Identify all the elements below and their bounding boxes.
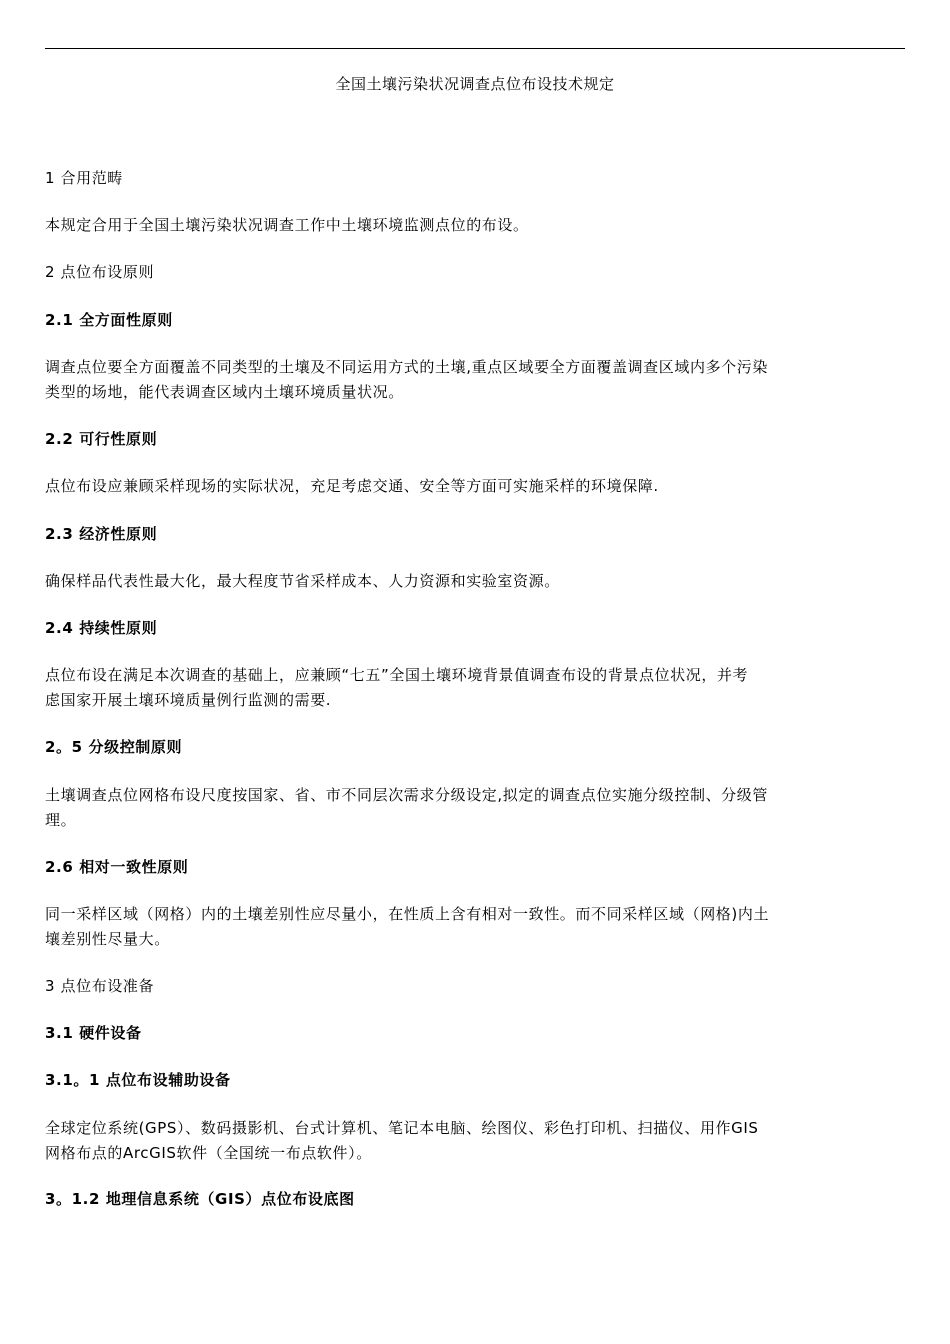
paragraph-2-3 xyxy=(45,569,905,594)
header-rule xyxy=(45,48,905,49)
paragraph-2-4 xyxy=(45,663,905,713)
paragraph-line: 本规定合用于全国土壤污染状况调查工作中土壤环境监测点位的布设。 xyxy=(45,216,529,234)
paragraph-line: 点位布设应兼顾采样现场的实际状况，充足考虑交通、安全等方面可实施采样的环境保障. xyxy=(45,477,659,495)
paragraph-line: 土壤调查点位网格布设尺度按国家、省、市不同层次需求分级设定,拟定的调查点位实施分级控制、分级管 xyxy=(45,786,768,804)
paragraph-line: 虑国家开展土壤环境质量例行监测的需要. xyxy=(45,691,332,709)
subsection-heading-2-4: 2.4 持续性原则 xyxy=(45,619,158,637)
paragraph-1 xyxy=(45,213,905,238)
subsection-heading-3-1-1: 3.1。1 点位布设辅助设备 xyxy=(45,1071,231,1089)
paragraph-line: 点位布设在满足本次调查的基础上，应兼顾“七五”全国土壤环境背景值调查布设的背景点位状况，并考 xyxy=(45,666,749,684)
paragraph-line: 同一采样区域（网格）内的土壤差别性应尽量小，在性质上含有相对一致性。而不同采样区域（网格)内土 xyxy=(45,905,770,923)
subsection-heading-2-2: 2.2 可行性原则 xyxy=(45,430,158,448)
subsection-heading-2-6: 2.6 相对一致性原则 xyxy=(45,858,189,876)
paragraph-line: 类型的场地，能代表调查区域内土壤环境质量状况。 xyxy=(45,383,404,401)
subsection-heading-3-1-2: 3。1.2 地理信息系统（GIS）点位布设底图 xyxy=(45,1190,355,1208)
document-title: 全国土壤污染状况调查点位布设技术规定 xyxy=(335,75,615,93)
paragraph-2-2 xyxy=(45,474,905,499)
paragraph-line: 确保样品代表性最大化，最大程度节省采样成本、人力资源和实验室资源。 xyxy=(45,572,560,590)
subsection-heading-2-5: 2。5 分级控制原则 xyxy=(45,738,183,756)
section-heading-3: 3 点位布设准备 xyxy=(45,977,155,995)
paragraph-line: 理。 xyxy=(45,811,77,829)
paragraph-2-5 xyxy=(45,783,905,833)
paragraph-3-1-1 xyxy=(45,1116,905,1166)
paragraph-line: 网格布点的ArcGIS软件（全国统一布点软件）。 xyxy=(45,1144,372,1162)
section-heading-2: 2 点位布设原则 xyxy=(45,263,155,281)
section-heading-1: 1 合用范畴 xyxy=(45,169,123,187)
paragraph-2-6 xyxy=(45,902,905,952)
subsection-heading-2-3: 2.3 经济性原则 xyxy=(45,525,158,543)
subsection-heading-3-1: 3.1 硬件设备 xyxy=(45,1024,142,1042)
paragraph-2-1 xyxy=(45,355,905,405)
paragraph-line: 壤差别性尽量大。 xyxy=(45,930,170,948)
paragraph-line: 调查点位要全方面覆盖不同类型的土壤及不同运用方式的土壤,重点区域要全方面覆盖调查区域内多个污染 xyxy=(45,358,768,376)
paragraph-line: 全球定位系统(GPS）、数码摄影机、台式计算机、笔记本电脑、绘图仪、彩色打印机、扫描仪、用作GIS xyxy=(45,1119,759,1137)
subsection-heading-2-1: 2.1 全方面性原则 xyxy=(45,311,173,329)
